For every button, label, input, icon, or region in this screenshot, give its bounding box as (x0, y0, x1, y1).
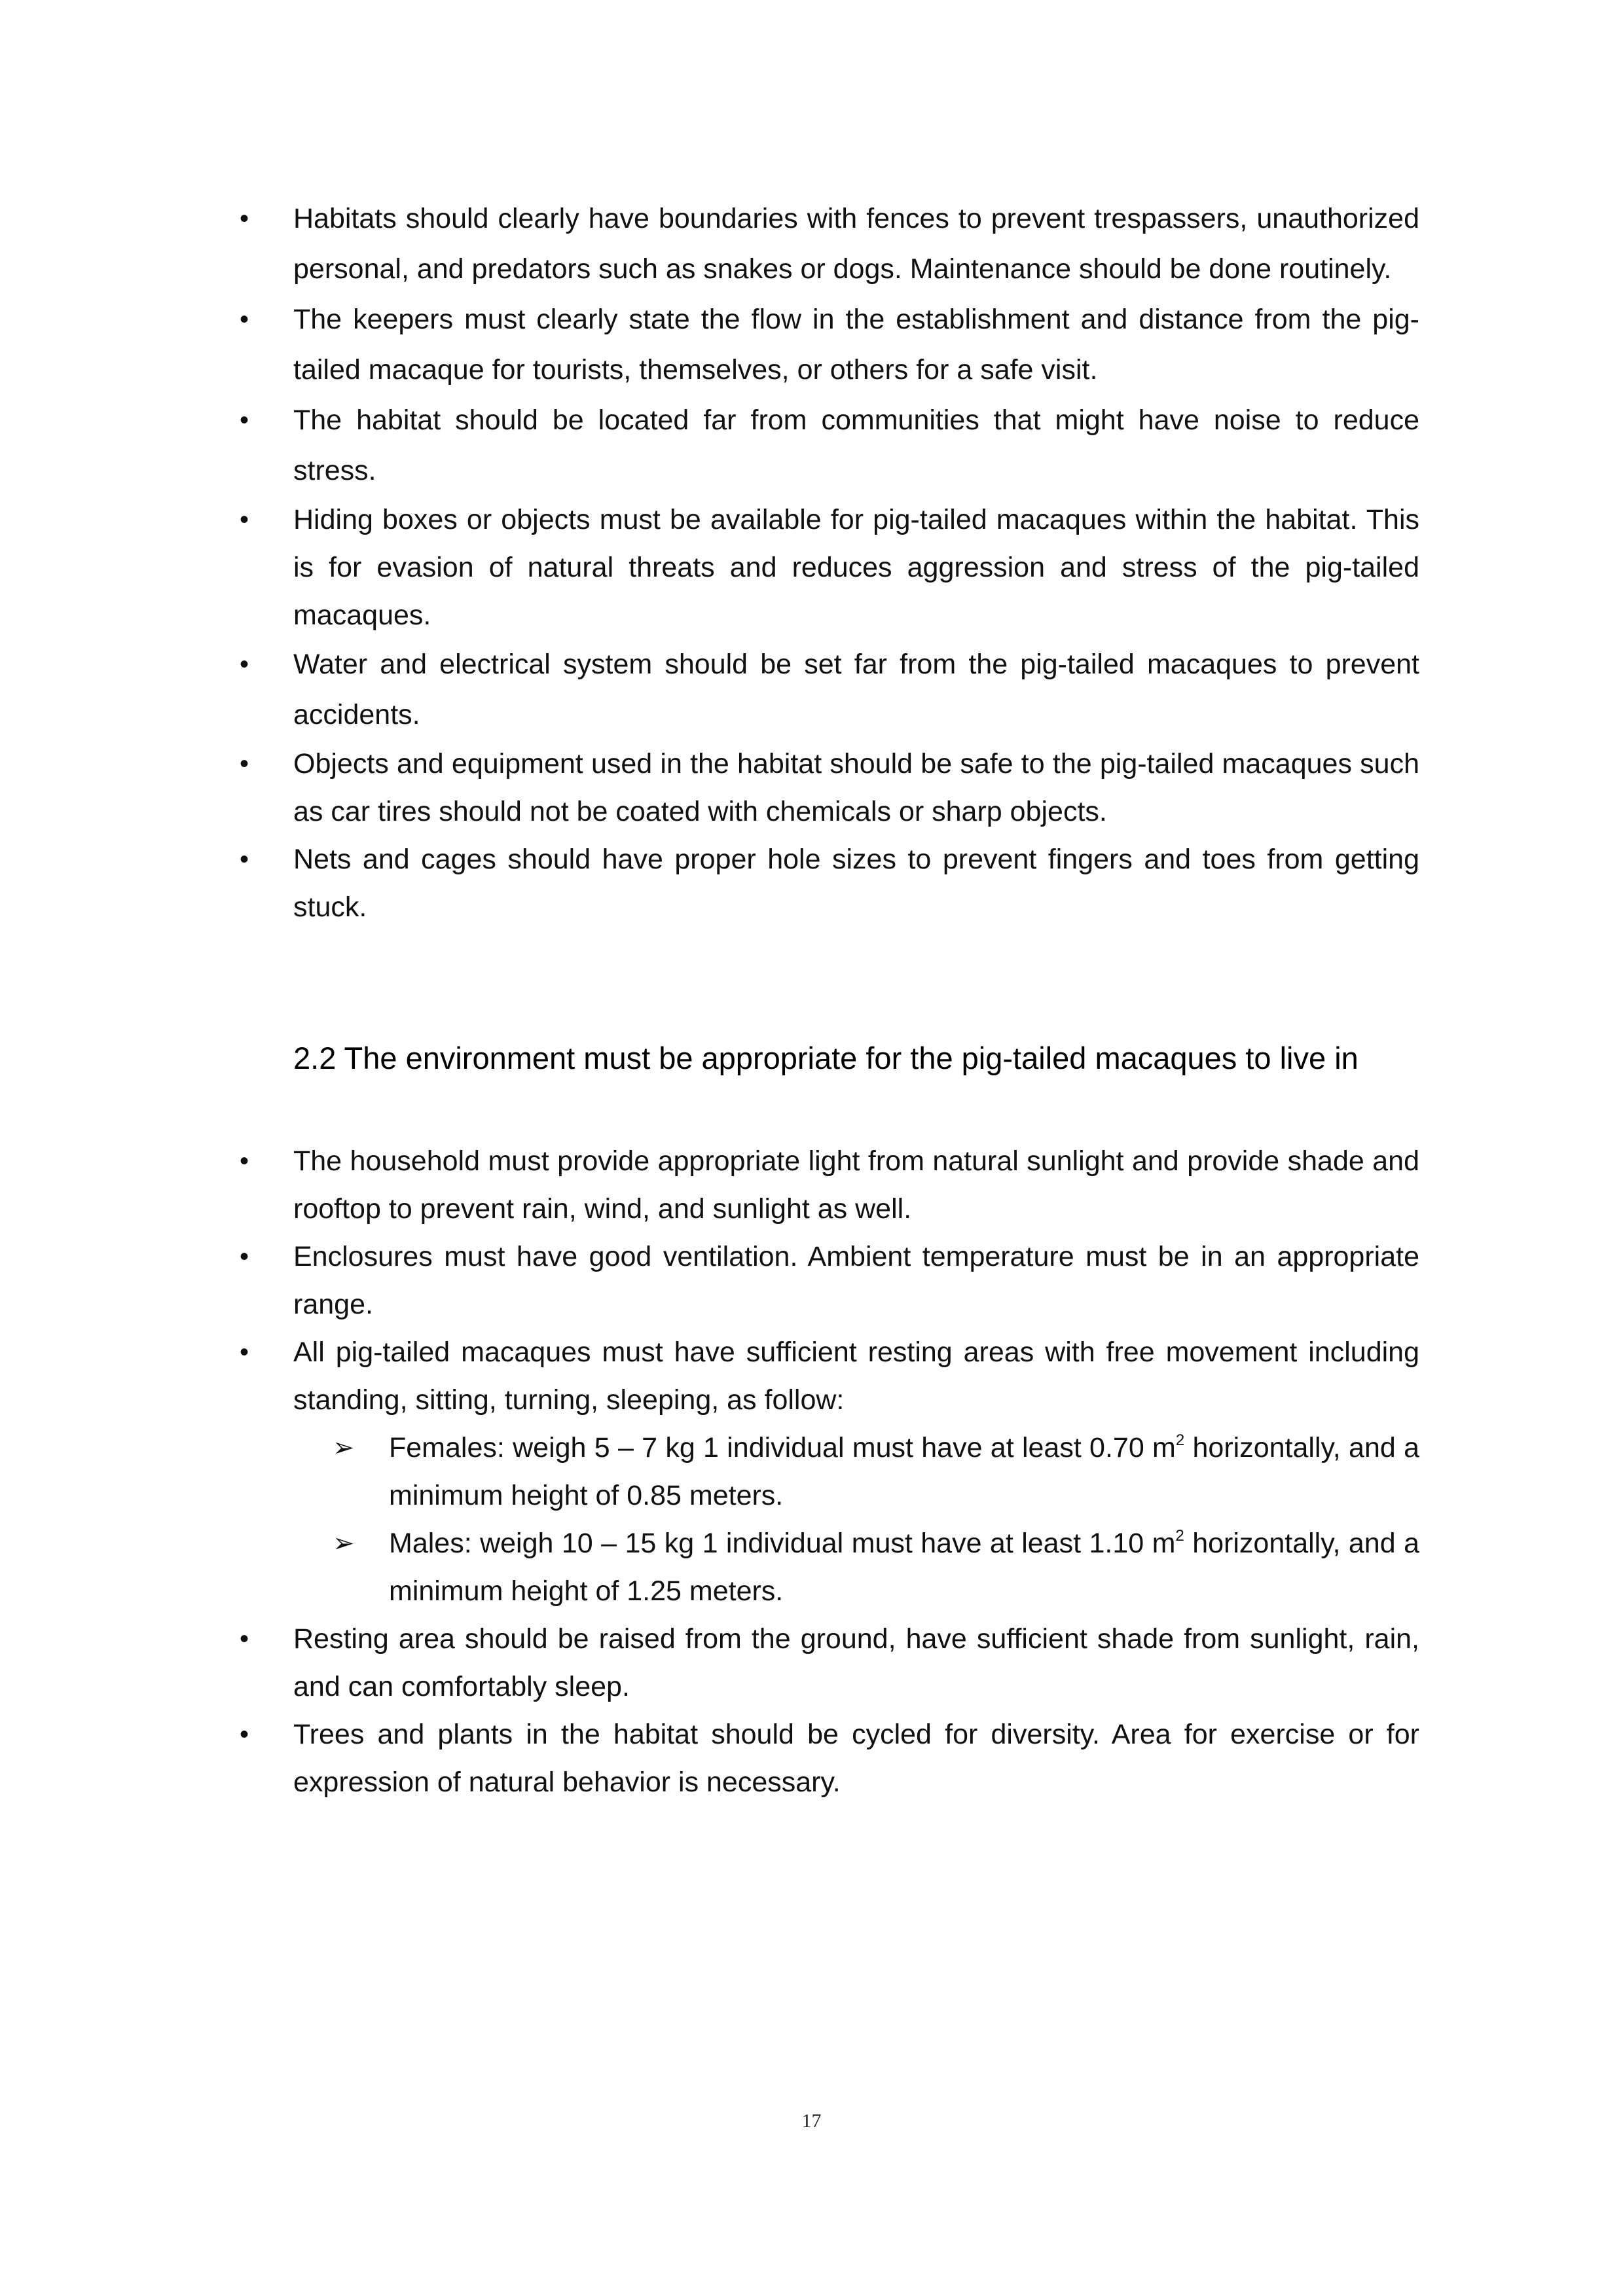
list-item-text: Water and electrical system should be set far from the pig-tailed macaques to prevent accidents. (293, 649, 1419, 730)
list-item-text: Enclosures must have good ventilation. Ambient temperature must be in an appropriate range. (293, 1241, 1419, 1320)
bullet-icon: • (240, 505, 249, 534)
list-item-text: The habitat should be located far from communities that might have noise to reduce stress. (293, 404, 1419, 486)
list-item-text: The household must provide appropriate light from natural sunlight and provide shade and rooftop to prevent rain, wind, and sunlight as well. (293, 1145, 1419, 1225)
list-item-text: Resting area should be raised from the ground, have sufficient shade from sunlight, rain, and can comfortably sleep. (293, 1623, 1419, 1702)
bullet-icon: • (240, 1720, 249, 1749)
superscript: 2 (1175, 1431, 1185, 1449)
bullet-icon: • (240, 204, 249, 233)
bullet-icon: • (240, 1147, 249, 1175)
arrow-bullet-icon: ➢ (333, 1529, 355, 1558)
bullet-icon: • (240, 749, 249, 778)
list-item (240, 295, 1419, 395)
sub-list-item-males (333, 1520, 1419, 1615)
list-item-text: Nets and cages should have proper hole sizes to prevent fingers and toes from getting stuck. (293, 844, 1419, 923)
list-item (240, 836, 1419, 931)
list-item (240, 1329, 1419, 1424)
list-item (240, 1711, 1419, 1806)
list-item (240, 496, 1419, 639)
bullet-icon: • (240, 650, 249, 679)
list-item (240, 740, 1419, 836)
list-item (240, 1138, 1419, 1233)
list-item-text: Habitats should clearly have boundaries with fences to prevent trespassers, unauthorized personal, and predators such as snakes or dogs. Maintenance should be done routinely. (293, 203, 1419, 285)
superscript: 2 (1175, 1527, 1184, 1545)
list-item (240, 1233, 1419, 1329)
bullet-icon: • (240, 845, 249, 874)
page-number: 17 (801, 2110, 822, 2132)
environment-requirements-list (0, 1138, 1623, 1806)
list-item-text: All pig-tailed macaques must have sufficient resting areas with free movement including standing, sitting, turning, sleeping, as follow: (293, 1336, 1419, 1416)
list-item (240, 639, 1419, 740)
sub-item-text: Males: weigh 10 – 15 kg 1 individual must have at least 1.10 m (389, 1528, 1176, 1559)
bullet-icon: • (240, 1338, 249, 1367)
bullet-icon: • (240, 305, 249, 334)
sub-item-text: Females: weigh 5 – 7 kg 1 individual must have at least 0.70 m (389, 1432, 1176, 1463)
list-item (240, 395, 1419, 496)
bullet-icon: • (240, 1624, 249, 1653)
sub-item-text: horizontally, and a minimum height of 0.85 meters. (389, 1432, 1419, 1511)
list-item-text: Objects and equipment used in the habitat should be safe to the pig-tailed macaques such as car tires should not be coated with chemicals or sharp objects. (293, 748, 1419, 827)
list-item-text: Trees and plants in the habitat should be cycled for diversity. Area for exercise or for expression of natural behavior is necessary. (293, 1719, 1419, 1798)
list-item (240, 194, 1419, 295)
bullet-icon: • (240, 406, 249, 435)
list-item-text: Hiding boxes or objects must be available for pig-tailed macaques within the habitat. This is for evasion of natural threats and reduces aggression and stress of the pig-tailed macaques. (293, 504, 1419, 631)
bullet-icon: • (240, 1242, 249, 1271)
sub-item-text: horizontally, and a minimum height of 1.25 meters. (389, 1528, 1419, 1607)
list-item (240, 1615, 1419, 1711)
list-item-text: The keepers must clearly state the flow in the establishment and distance from the pig-tailed macaque for tourists, themselves, or others for a safe visit. (293, 304, 1419, 386)
habitat-requirements-list (0, 194, 1623, 931)
arrow-bullet-icon: ➢ (333, 1433, 355, 1462)
sub-list-item-females (333, 1424, 1419, 1520)
section-heading: 2.2 The environment must be appropriate for the pig-tailed macaques to live in (293, 1041, 1359, 1075)
